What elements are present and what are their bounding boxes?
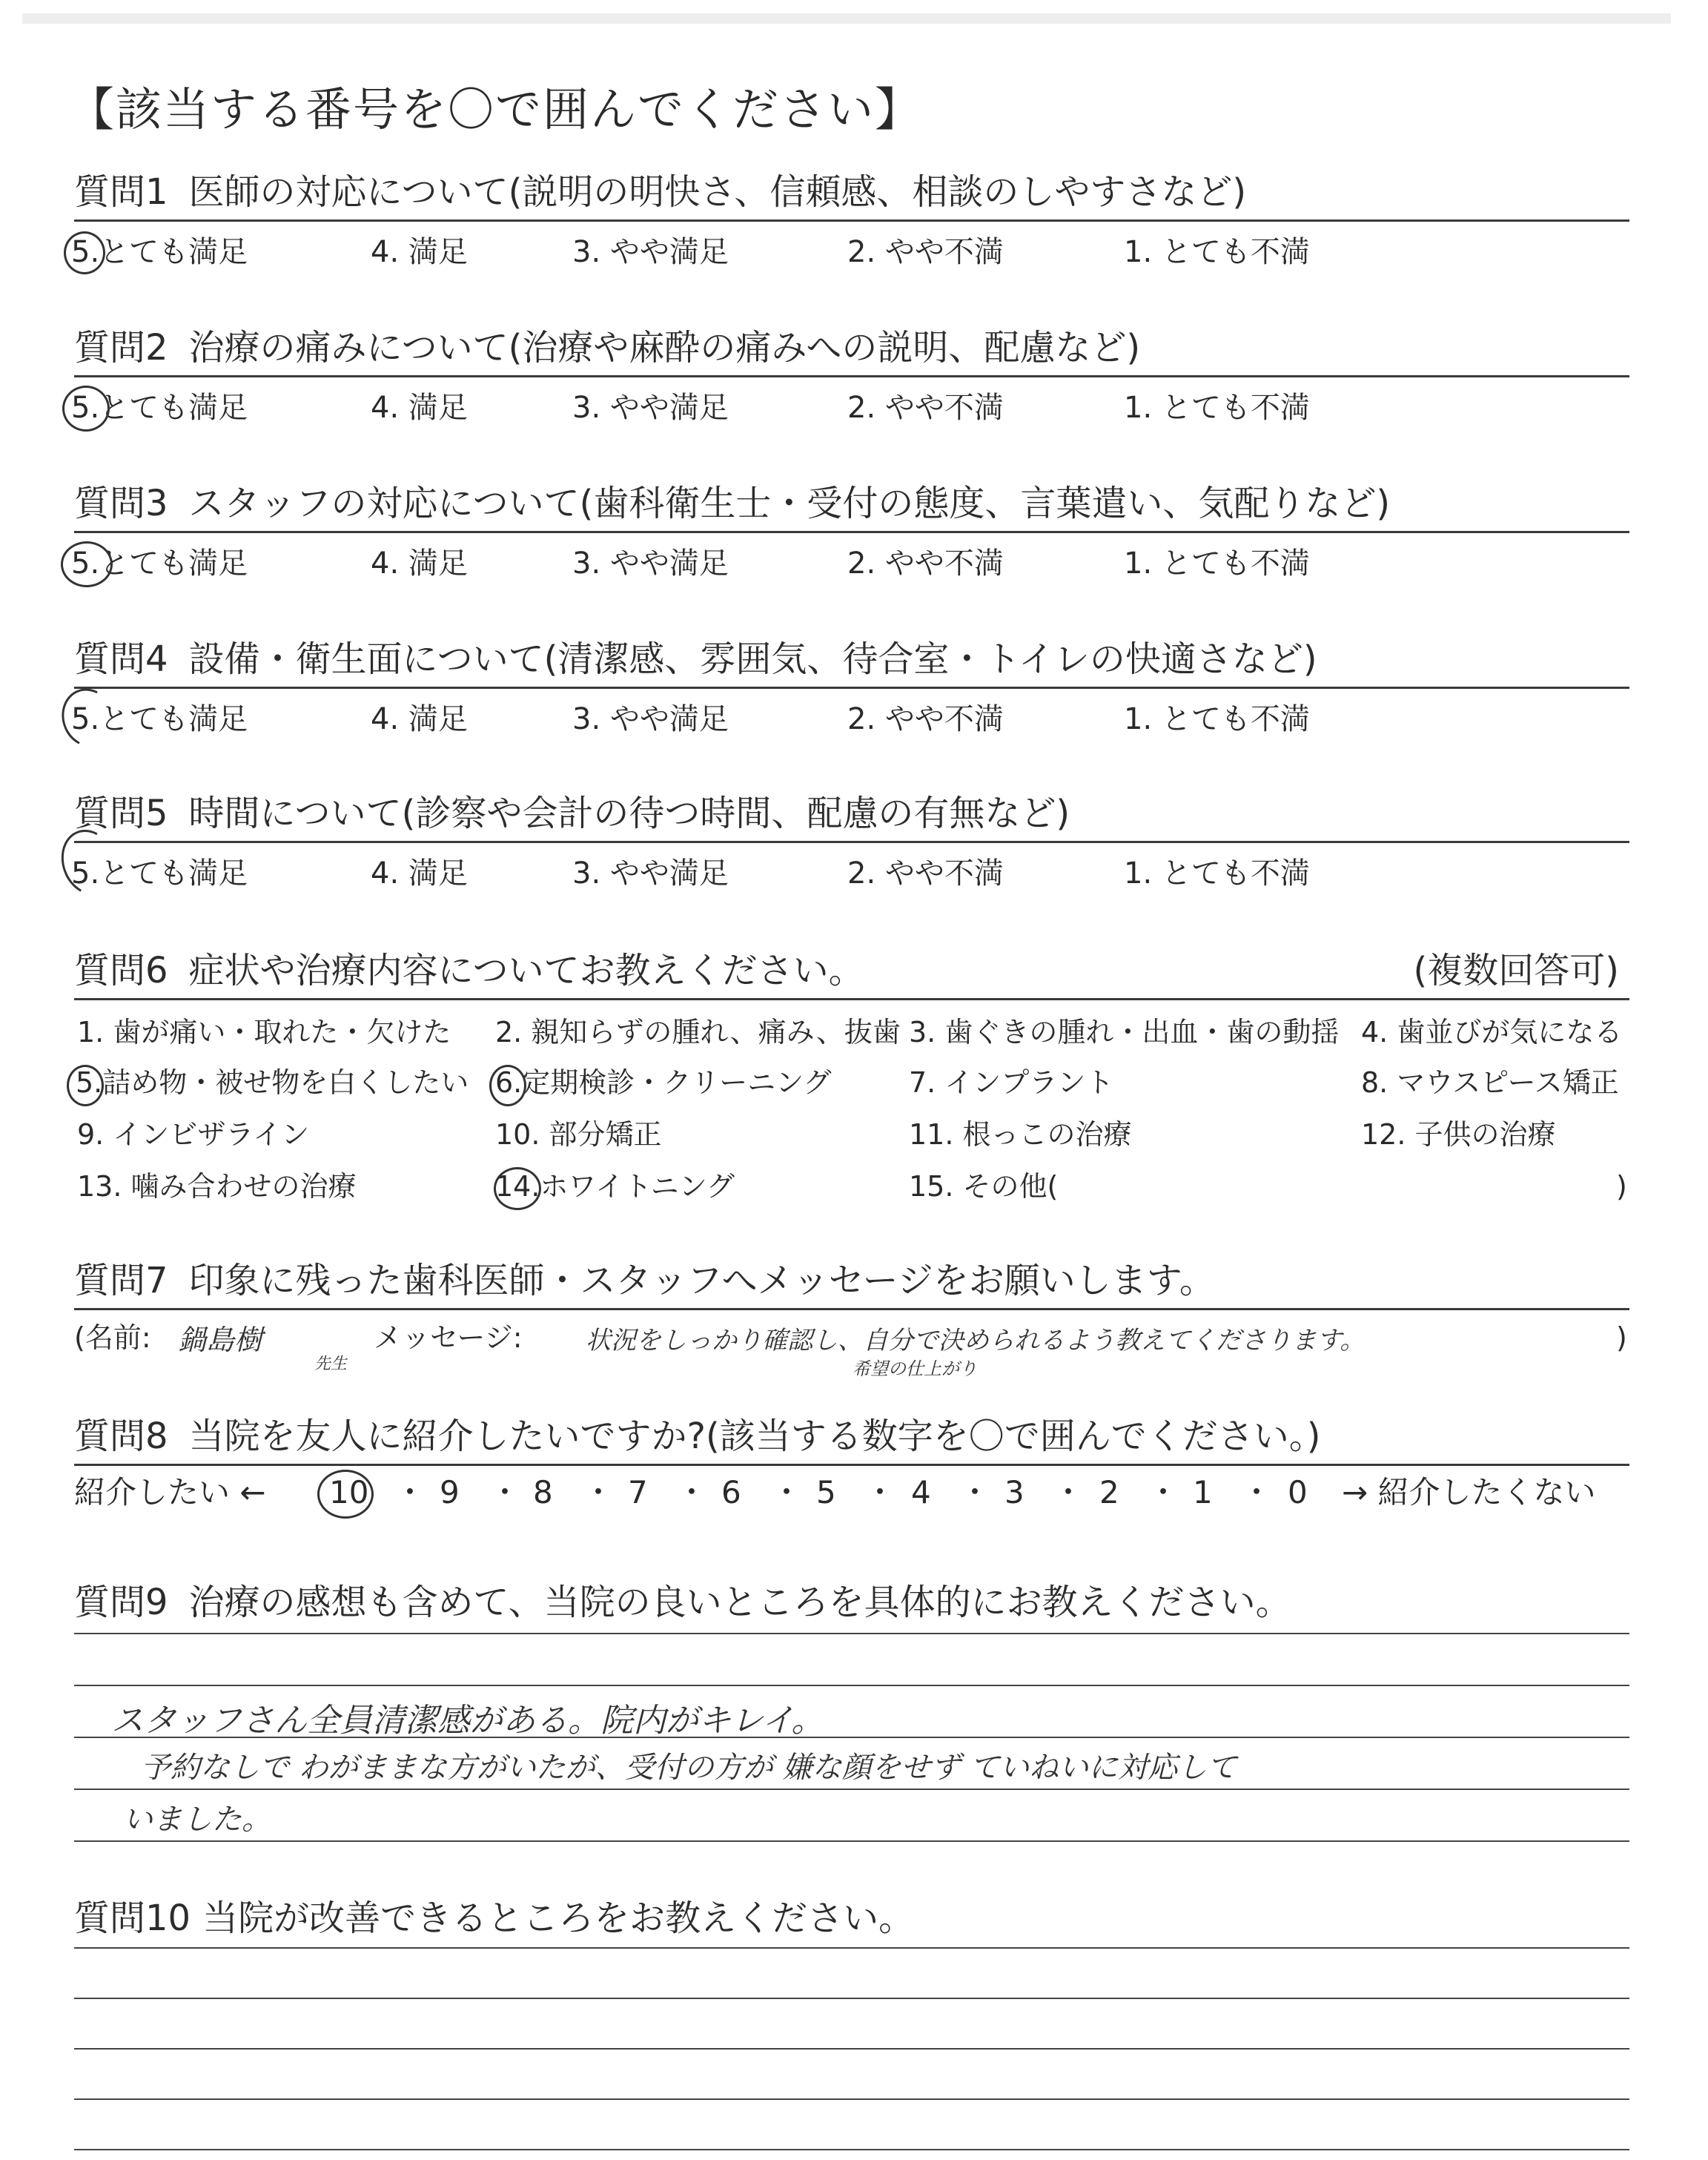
question-3-rule xyxy=(74,531,1629,533)
q6-selected-circle-mark-6 xyxy=(489,1065,526,1106)
q3-option-1[interactable]: 1. とても不満 xyxy=(1124,546,1310,581)
q8-scale-2[interactable]: 2 xyxy=(1099,1474,1119,1510)
q3-option-4[interactable]: 4. 満足 xyxy=(371,546,468,581)
question-5-number: 質問5 xyxy=(74,793,168,834)
q8-left-label: 紹介したい ← xyxy=(74,1474,266,1510)
question-6-rule xyxy=(74,998,1629,1000)
question-5-heading xyxy=(74,790,1070,836)
q9-answer-line-2[interactable]: 予約なしで わがままな方がいたが、受付の方が 嫌な顔をせず ていねいに対応して xyxy=(141,1751,1237,1785)
q8-scale-8[interactable]: 8 xyxy=(533,1474,553,1510)
q6-option-9[interactable]: 9. インビザライン xyxy=(77,1118,310,1151)
q5-option-2[interactable]: 2. やや不満 xyxy=(847,856,1004,891)
q10-writing-line[interactable] xyxy=(74,2048,1629,2050)
q2-option-2[interactable]: 2. やや不満 xyxy=(847,391,1004,425)
q8-scale-0[interactable]: 0 xyxy=(1288,1474,1308,1510)
q8-scale-7[interactable]: 7 xyxy=(628,1474,648,1510)
q2-selected-circle-mark xyxy=(62,386,110,432)
question-6-heading xyxy=(74,948,864,994)
q7-message-row xyxy=(74,1315,151,1360)
question-1-heading xyxy=(74,169,1246,215)
q9-writing-line xyxy=(74,1685,1629,1686)
q4-option-4[interactable]: 4. 満足 xyxy=(371,702,468,736)
question-2-rule xyxy=(74,375,1629,377)
q9-answer-line-1[interactable]: スタッフさん全員清潔感がある。院内がキレイ。 xyxy=(111,1702,824,1740)
question-7-text: 印象に残った歯科医師・スタッフへメッセージをお願いします。 xyxy=(188,1260,1215,1301)
question-7-rule xyxy=(74,1308,1629,1310)
q4-option-1[interactable]: 1. とても不満 xyxy=(1124,702,1310,736)
question-7-heading xyxy=(74,1258,1215,1304)
q8-separator-dot: ・ xyxy=(583,1474,615,1510)
q7-name-suffix-handwritten: 先生 xyxy=(314,1355,348,1373)
question-10-text: 当院が改善できるところをお教えください。 xyxy=(202,1898,915,1939)
question-4-number: 質問4 xyxy=(74,638,168,680)
q1-selected-circle-mark xyxy=(64,231,105,274)
q4-selected-circle-mark xyxy=(53,681,122,754)
q6-option-15-close-paren: ) xyxy=(1616,1170,1627,1203)
question-7-number: 質問7 xyxy=(74,1260,168,1301)
q1-option-4[interactable]: 4. 満足 xyxy=(371,235,468,269)
q7-message-handwritten[interactable]: 状況をしっかり確認し、自分で決められるよう教えてくださります。 xyxy=(586,1326,1366,1355)
q2-option-1[interactable]: 1. とても不満 xyxy=(1124,391,1310,425)
scan-edge xyxy=(22,13,1671,24)
q3-option-5[interactable]: 5.とても満足 xyxy=(71,546,248,581)
q8-scale-6[interactable]: 6 xyxy=(721,1474,741,1510)
q8-scale-3[interactable]: 3 xyxy=(1004,1474,1025,1510)
question-5-text: 時間について(診察や会計の待つ時間、配慮の有無など) xyxy=(188,793,1070,834)
q6-option-3[interactable]: 3. 歯ぐきの腫れ・出血・歯の動揺 xyxy=(909,1016,1340,1048)
q8-separator-dot: ・ xyxy=(1148,1474,1179,1510)
q8-scale-1[interactable]: 1 xyxy=(1193,1474,1213,1510)
q6-option-10[interactable]: 10. 部分矯正 xyxy=(495,1118,662,1151)
q6-option-2[interactable]: 2. 親知らずの腫れ、痛み、抜歯 xyxy=(495,1016,901,1048)
question-4-heading xyxy=(74,636,1317,682)
q8-scale-5[interactable]: 5 xyxy=(816,1474,836,1510)
question-6-multiple-answer-note: (複数回答可) xyxy=(1413,950,1619,991)
q8-separator-dot: ・ xyxy=(771,1474,803,1510)
q4-option-5[interactable]: 5.とても満足 xyxy=(71,702,248,736)
question-5-rule xyxy=(74,841,1629,843)
q10-writing-line[interactable] xyxy=(74,2098,1629,2100)
q9-writing-line xyxy=(74,1840,1629,1842)
q5-option-1[interactable]: 1. とても不満 xyxy=(1124,856,1310,891)
q1-option-3[interactable]: 3. やや満足 xyxy=(572,235,729,269)
q8-separator-dot: ・ xyxy=(959,1474,991,1510)
q6-option-15-other[interactable]: 15. その他( xyxy=(909,1170,1059,1203)
q4-option-3[interactable]: 3. やや満足 xyxy=(572,702,729,736)
q8-scale-9[interactable]: 9 xyxy=(440,1474,460,1510)
q1-option-2[interactable]: 2. やや不満 xyxy=(847,235,1004,269)
question-6-text: 症状や治療内容についてお教えください。 xyxy=(188,950,864,991)
q6-option-14[interactable]: 14.ホワイトニング xyxy=(495,1170,735,1203)
q9-writing-line xyxy=(74,1633,1629,1634)
q8-separator-dot: ・ xyxy=(1053,1474,1085,1510)
q10-writing-line[interactable] xyxy=(74,1998,1629,1999)
q3-option-3[interactable]: 3. やや満足 xyxy=(572,546,729,581)
q8-separator-dot: ・ xyxy=(394,1474,426,1510)
question-4-text: 設備・衛生面について(清潔感、雰囲気、待合室・トイレの快適さなど) xyxy=(188,638,1317,680)
q3-selected-circle-mark xyxy=(61,541,113,587)
question-10-number: 質問10 xyxy=(74,1898,191,1939)
q9-writing-line xyxy=(74,1789,1629,1790)
question-2-text: 治療の痛みについて(治療や麻酔の痛みへの説明、配慮など) xyxy=(188,327,1141,369)
q8-scale-4[interactable]: 4 xyxy=(911,1474,931,1510)
q6-selected-circle-mark-5 xyxy=(67,1065,104,1106)
q6-option-11[interactable]: 11. 根っこの治療 xyxy=(909,1118,1132,1151)
q7-message-insert-handwritten: 希望の仕上がり xyxy=(853,1358,977,1379)
question-3-text: スタッフの対応について(歯科衛生士・受付の態度、言葉遣い、気配りなど) xyxy=(188,483,1391,524)
q2-option-4[interactable]: 4. 満足 xyxy=(371,391,468,425)
question-10-heading xyxy=(74,1895,914,1941)
q7-close-paren: ) xyxy=(1616,1321,1627,1354)
q1-option-5[interactable]: 5.とても満足 xyxy=(71,235,248,269)
question-9-heading xyxy=(74,1579,1291,1625)
question-8-rule xyxy=(74,1464,1629,1466)
q5-option-4[interactable]: 4. 満足 xyxy=(371,856,468,891)
q6-selected-circle-mark-14 xyxy=(494,1167,541,1210)
q8-separator-dot: ・ xyxy=(864,1474,896,1510)
q6-option-1[interactable]: 1. 歯が痛い・取れた・欠けた xyxy=(77,1016,451,1048)
q5-option-5[interactable]: 5.とても満足 xyxy=(71,856,248,891)
q6-option-13[interactable]: 13. 噛み合わせの治療 xyxy=(77,1170,357,1203)
q7-message-label: メッセージ: xyxy=(374,1321,523,1354)
question-9-number: 質問9 xyxy=(74,1582,168,1623)
question-4-rule xyxy=(74,687,1629,689)
q4-option-2[interactable]: 2. やや不満 xyxy=(847,702,1004,736)
q6-option-4[interactable]: 4. 歯並びが気になる xyxy=(1361,1016,1623,1048)
q10-writing-line[interactable] xyxy=(74,2149,1629,2150)
question-1-rule xyxy=(74,219,1629,222)
q6-option-12[interactable]: 12. 子供の治療 xyxy=(1361,1118,1556,1151)
page-title: 【該当する番号を〇で囲んでください】 xyxy=(68,82,923,136)
q8-selected-circle-mark xyxy=(317,1470,374,1519)
question-2-heading xyxy=(74,325,1140,371)
question-9-text: 治療の感想も含めて、当院の良いところを具体的にお教えください。 xyxy=(188,1582,1291,1623)
question-1-text: 医師の対応について(説明の明快さ、信頼感、相談のしやすさなど) xyxy=(188,171,1247,213)
question-2-number: 質問2 xyxy=(74,327,168,369)
q8-right-label: → 紹介したくない xyxy=(1342,1474,1596,1510)
q2-option-5[interactable]: 5.とても満足 xyxy=(71,391,248,425)
q6-option-6[interactable]: 6.定期検診・クリーニング xyxy=(495,1066,832,1099)
q2-option-3[interactable]: 3. やや満足 xyxy=(572,391,729,425)
q6-option-5[interactable]: 5.詰め物・被せ物を白くしたい xyxy=(76,1066,469,1099)
question-8-text: 当院を友人に紹介したいですか?(該当する数字を〇で囲んでください。) xyxy=(188,1416,1321,1457)
question-8-number: 質問8 xyxy=(74,1416,168,1457)
question-8-heading xyxy=(74,1413,1320,1459)
q5-option-3[interactable]: 3. やや満足 xyxy=(572,856,729,891)
q8-separator-dot: ・ xyxy=(1241,1474,1273,1510)
q6-option-8[interactable]: 8. マウスピース矯正 xyxy=(1361,1066,1619,1099)
q8-scale-10[interactable]: 10 xyxy=(329,1474,369,1510)
q8-separator-dot: ・ xyxy=(676,1474,708,1510)
q6-option-7[interactable]: 7. インプラント xyxy=(909,1066,1114,1099)
question-3-number: 質問3 xyxy=(74,483,168,524)
question-3-heading xyxy=(74,480,1390,526)
q3-option-2[interactable]: 2. やや不満 xyxy=(847,546,1004,581)
q7-name-label: (名前: xyxy=(74,1321,151,1354)
question-1-number: 質問1 xyxy=(74,171,168,213)
q10-writing-line xyxy=(74,1947,1629,1949)
q7-name-handwritten[interactable]: 鍋島樹 xyxy=(178,1324,263,1356)
q9-answer-line-3[interactable]: いました。 xyxy=(123,1803,271,1837)
q1-option-1[interactable]: 1. とても不満 xyxy=(1124,235,1310,269)
q8-separator-dot: ・ xyxy=(489,1474,521,1510)
question-6-number: 質問6 xyxy=(74,950,168,991)
